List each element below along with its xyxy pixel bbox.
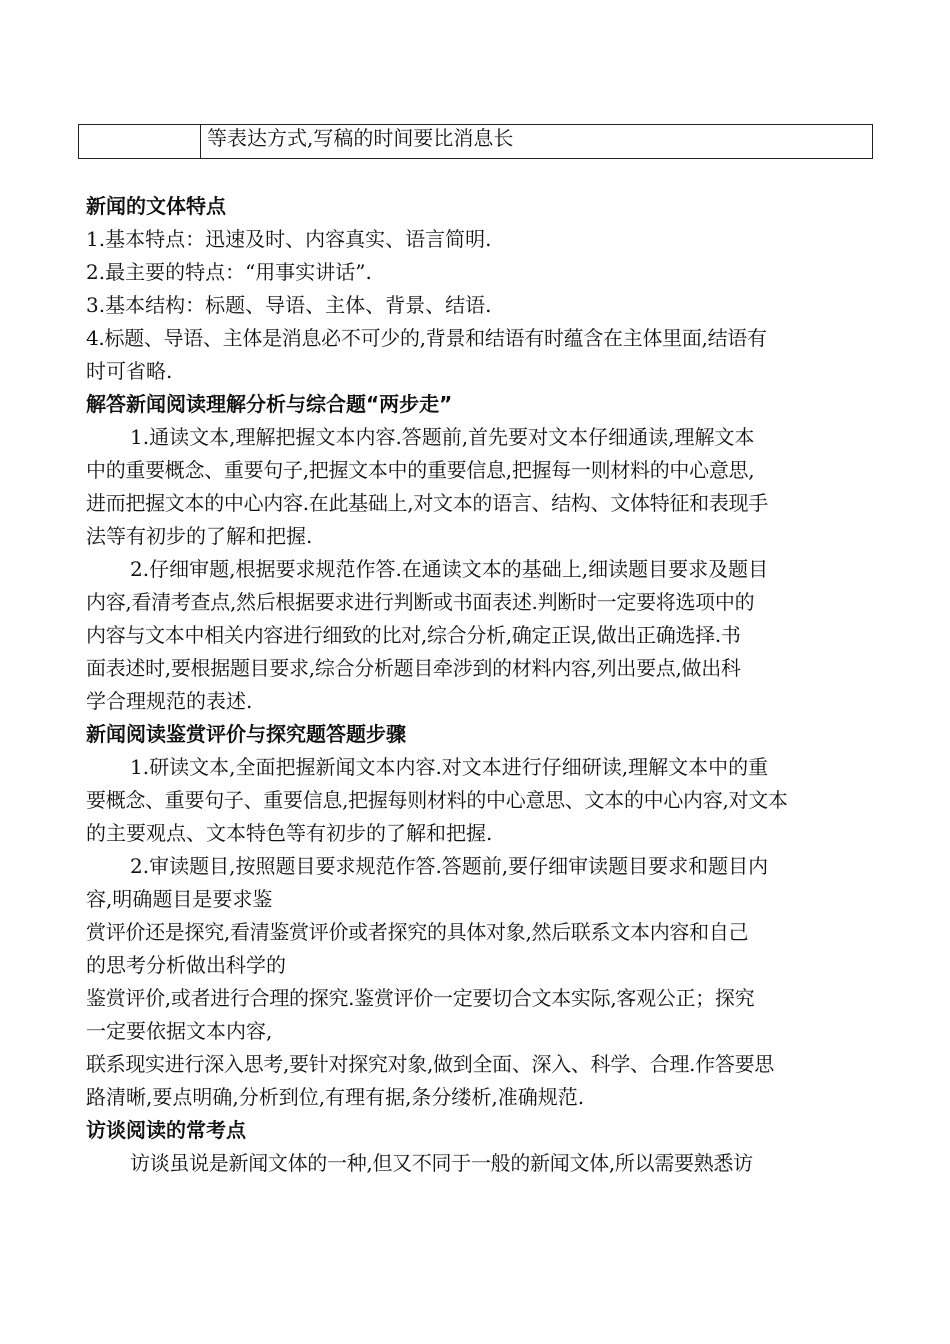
paragraph-line: 学合理规范的表述. — [86, 689, 253, 713]
paragraph-line: 2.审读题目,按照题目要求规范作答.答题前,要仔细审读题目要求和题目内 — [130, 854, 769, 878]
section-heading: 新闻的文体特点 — [86, 194, 226, 218]
paragraph-line: 4.标题、导语、主体是消息必不可少的,背景和结语有时蕴含在主体里面,结语有 — [86, 326, 767, 350]
paragraph-line: 面表述时,要根据题目要求,综合分析题目牵涉到的材料内容,列出要点,做出科 — [86, 656, 741, 680]
paragraph-line: 2.最主要的特点：“用事实讲话”. — [86, 260, 372, 284]
paragraph-line: 一定要依据文本内容, — [86, 1019, 273, 1043]
paragraph-line: 联系现实进行深入思考,要针对探究对象,做到全面、深入、科学、合理.作答要思 — [86, 1052, 774, 1076]
paragraph-line: 要概念、重要句子、重要信息,把握每则材料的中心意思、文本的中心内容,对文本 — [86, 788, 788, 812]
paragraph-line: 1.基本特点：迅速及时、内容真实、语言简明. — [86, 227, 492, 251]
paragraph-line: 鉴赏评价,或者进行合理的探究.鉴赏评价一定要切合文本实际,客观公正；探究 — [86, 986, 755, 1010]
paragraph-line: 赏评价还是探究,看清鉴赏评价或者探究的具体对象,然后联系文本内容和自己 — [86, 920, 749, 944]
paragraph-line: 内容,看清考查点,然后根据要求进行判断或书面表述.判断时一定要将选项中的 — [86, 590, 755, 614]
document-body — [86, 190, 868, 1180]
paragraph-line: 的思考分析做出科学的 — [86, 953, 286, 977]
section-heading: 解答新闻阅读理解分析与综合题“两步走” — [86, 392, 453, 416]
paragraph-line: 容,明确题目是要求鉴 — [86, 887, 273, 911]
paragraph-line: 1.通读文本,理解把握文本内容.答题前,首先要对文本仔细通读,理解文本 — [130, 425, 755, 449]
paragraph-line: 法等有初步的了解和把握. — [86, 524, 313, 548]
paragraph-line: 1.研读文本,全面把握新闻文本内容.对文本进行仔细研读,理解文本中的重 — [130, 755, 769, 779]
table-cell-empty — [79, 125, 201, 159]
section-heading: 新闻阅读鉴赏评价与探究题答题步骤 — [86, 722, 406, 746]
paragraph-line: 进而把握文本的中心内容.在此基础上,对文本的语言、结构、文体特征和表现手 — [86, 491, 768, 515]
table-row — [79, 125, 873, 159]
paragraph-line: 2.仔细审题,根据要求规范作答.在通读文本的基础上,细读题目要求及题目 — [130, 557, 769, 581]
paragraph-line: 路清晰,要点明确,分析到位,有理有据,条分缕析,准确规范. — [86, 1085, 585, 1109]
section-heading: 访谈阅读的常考点 — [86, 1118, 246, 1142]
paragraph-line: 内容与文本中相关内容进行细致的比对,综合分析,确定正误,做出正确选择.书 — [86, 623, 741, 647]
paragraph-line: 访谈虽说是新闻文体的一种,但又不同于一般的新闻文体,所以需要熟悉访 — [130, 1151, 753, 1175]
paragraph-line: 中的重要概念、重要句子,把握文本中的重要信息,把握每一则材料的中心意思, — [86, 458, 755, 482]
paragraph-line: 时可省略. — [86, 359, 173, 383]
continuation-table — [78, 124, 873, 159]
paragraph-line: 3.基本结构：标题、导语、主体、背景、结语. — [86, 293, 492, 317]
table-cell-text: 等表达方式,写稿的时间要比消息长 — [201, 125, 873, 159]
paragraph-line: 的主要观点、文本特色等有初步的了解和把握. — [86, 821, 493, 845]
